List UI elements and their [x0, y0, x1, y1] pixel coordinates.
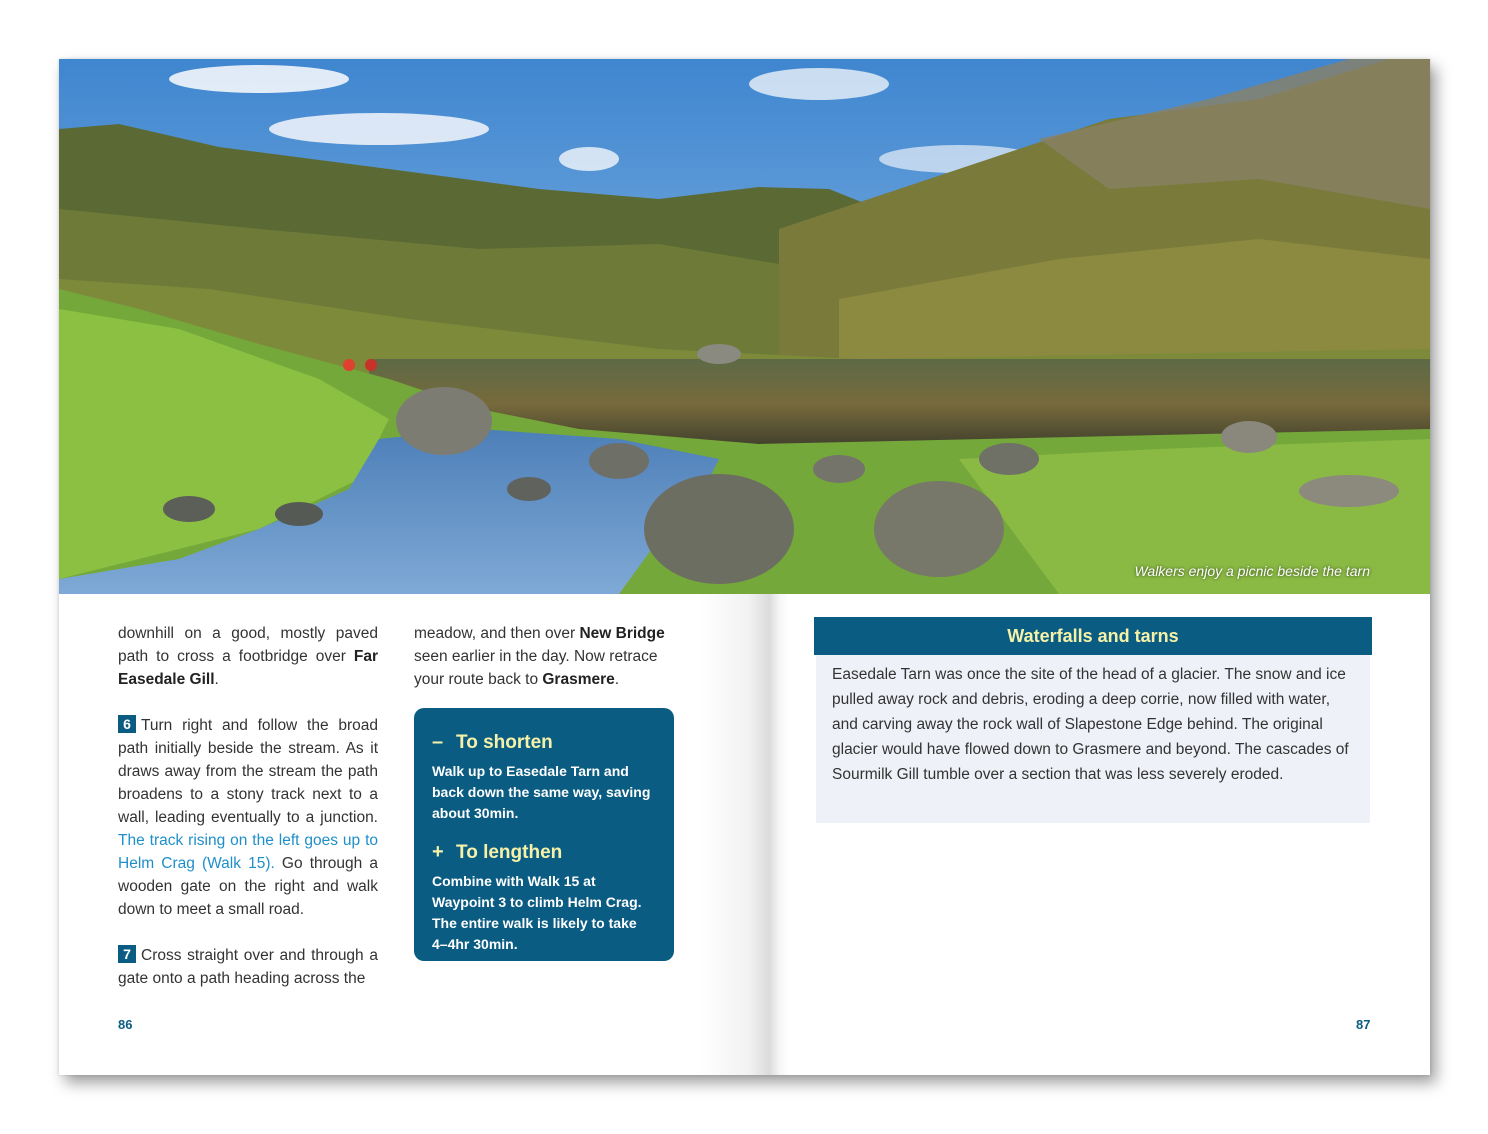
lengthen-text: Combine with Walk 15 at Waypoint 3 to climb Helm Crag. The entire walk is likely to take 4–4hr 30min. [432, 873, 642, 952]
shorten-text: Walk up to Easedale Tarn and back down the same way, saving about 30min. [432, 763, 651, 821]
heading-text: To lengthen [456, 842, 563, 863]
text: . [214, 671, 219, 688]
heading-text: To shorten [456, 732, 553, 753]
place-name: New Bridge [579, 625, 665, 642]
lengthen-heading [432, 840, 656, 865]
paragraph [118, 622, 378, 691]
place-name: Grasmere [542, 671, 615, 688]
plus-icon: + [432, 841, 444, 863]
place-name: Far Easedale Gill [118, 648, 378, 688]
text: downhill on a good, mostly paved path to cross a footbridge over [118, 625, 378, 665]
minus-icon: – [432, 731, 444, 753]
right-column [414, 622, 674, 714]
waypoint-number: 7 [118, 945, 136, 963]
tarn-landscape-photo [59, 59, 1430, 594]
sidebar-text: Easedale Tarn was once the site of the head of a glacier. The snow and ice pulled away rock and debris, eroding a deep corrie, now filled with water, and carving away the rock wall of Slapestone Edge behind. The original glacier would have flowed down to Grasmere and beyond. The cascades of Sourmilk Gill tumble over a section that was less severely eroded. [816, 655, 1370, 823]
book-spread [59, 59, 1430, 1075]
waypoint-number: 6 [118, 715, 136, 733]
sidebar-title: Waterfalls and tarns [814, 617, 1372, 655]
left-column [118, 622, 378, 1013]
text: . [614, 671, 620, 688]
text: Turn right and follow the broad path initially beside the stream. As it draws away from the stream the path broadens to a stony track next to a wall, leading eventually to a junction. [118, 717, 378, 826]
route-options-box [414, 708, 674, 961]
page-number-left: 86 [118, 1017, 133, 1032]
paragraph [118, 714, 378, 921]
spine-shadow [699, 594, 789, 1075]
text: Go through a wooden gate on the right and walk down to meet a small road. [118, 855, 378, 918]
paragraph [414, 622, 674, 691]
page-number-right: 87 [1356, 1017, 1371, 1032]
photo-caption: Walkers enjoy a picnic beside the tarn [1134, 563, 1370, 579]
text: seen earlier in the day. Now retrace your route back to [414, 648, 658, 688]
shorten-heading [432, 730, 656, 755]
cross-reference: The track rising on the left goes up to Helm Crag (Walk 15). [118, 832, 378, 872]
text: meadow, and then over [414, 625, 580, 642]
paragraph [118, 944, 378, 990]
text: Cross straight over and through a gate onto a path heading across the [118, 947, 378, 987]
